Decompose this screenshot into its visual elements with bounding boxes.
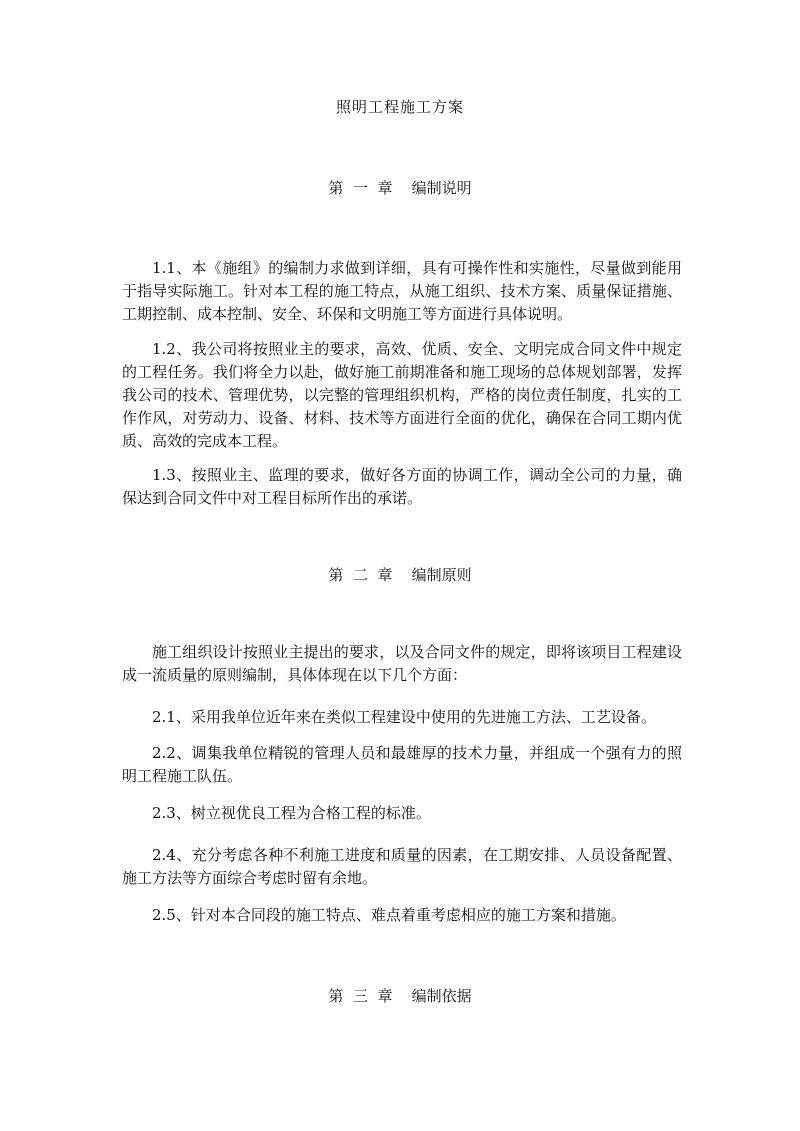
paragraph-2-5: 2.5、针对本合同段的施工特点、难点着重考虑相应的施工方案和措施。 — [152, 906, 626, 924]
paragraph-1-2: 1.2、我公司将按照业主的要求，高效、优质、安全、文明完成合同文件中规定的工程任务。我们将全力以赴，做好施工前期准备和施工现场的总体规划部署，发挥我公司的技术、管理优势，以完整的管理组织机构，严格的岗位责任制度，扎实的工作作风，对劳动力、设备、材料、技术等方面进行全面的优化，确保在合同工期内优质、高效的完成本工程。 — [122, 340, 682, 450]
paragraph-2-4: 2.4、充分考虑各种不利施工进度和质量的因素，在工期安排、人员设备配置、施工方法等方面综合考虑时留有余地。 — [122, 846, 682, 887]
chapter-1-heading: 第 一 章 编制说明 — [328, 179, 472, 197]
chapter-3-heading: 第 三 章 编制依据 — [328, 987, 472, 1005]
paragraph-2-3: 2.3、树立视优良工程为合格工程的标准。 — [152, 804, 431, 822]
paragraph-2-2: 2.2、调集我单位精锐的管理人员和最雄厚的技术力量，并组成一个强有力的照明工程施工队伍。 — [122, 744, 682, 785]
document-title: 照明工程施工方案 — [335, 98, 464, 116]
paragraph-2-1: 2.1、采用我单位近年来在类似工程建设中使用的先进施工方法、工艺设备。 — [152, 708, 656, 726]
chapter-2-heading: 第 二 章 编制原则 — [328, 566, 472, 584]
paragraph-1-3: 1.3、按照业主、监理的要求，做好各方面的协调工作，调动全公司的力量，确保达到合同文件中对工程目标所作出的承诺。 — [122, 466, 682, 507]
paragraph-1-1: 1.1、本《施组》的编制力求做到详细，具有可操作性和实施性，尽量做到能用于指导实际施工。针对本工程的施工特点，从施工组织、技术方案、质量保证措施、工期控制、成本控制、安全、环保和文明施工等方面进行具体说明。 — [122, 259, 682, 323]
paragraph-2-intro: 施工组织设计按照业主提出的要求，以及合同文件的规定，即将该项目工程建设成一流质量的原则编制，具体体现在以下几个方面： — [122, 643, 682, 684]
